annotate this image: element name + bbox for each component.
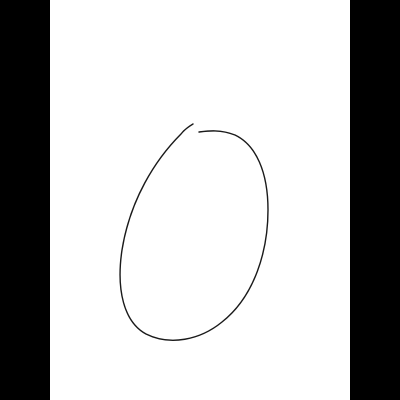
sketch-canvas <box>50 0 350 400</box>
hand-drawn-oval <box>120 124 268 340</box>
paper-sheet <box>50 0 350 400</box>
